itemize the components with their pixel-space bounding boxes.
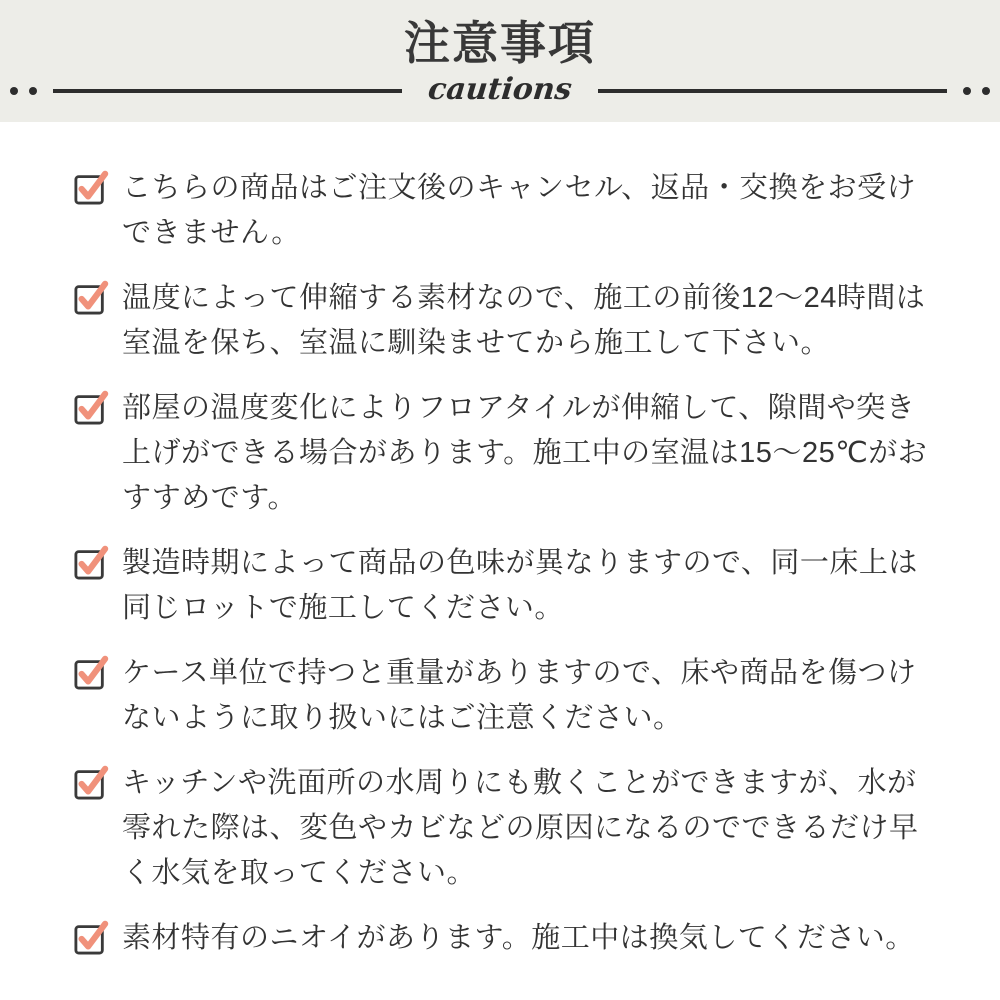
checked-checkbox-icon bbox=[74, 918, 108, 956]
caution-item bbox=[74, 761, 936, 896]
checked-checkbox-icon bbox=[74, 388, 108, 426]
caution-item bbox=[74, 541, 936, 631]
checked-checkbox-icon bbox=[74, 763, 108, 801]
caution-item bbox=[74, 651, 936, 741]
page-title: 注意事項 bbox=[404, 17, 596, 69]
header-subtitle: cautions bbox=[426, 71, 574, 107]
divider-line bbox=[598, 89, 947, 93]
divider-line bbox=[53, 89, 402, 93]
checked-checkbox-icon bbox=[74, 278, 108, 316]
checked-checkbox-icon bbox=[74, 543, 108, 581]
caution-text: 素材特有のニオイがあります。施工中は換気してください。 bbox=[122, 922, 915, 954]
divider-dot bbox=[10, 87, 18, 95]
divider-dot bbox=[29, 87, 37, 95]
divider-dot bbox=[982, 87, 990, 95]
cautions-list bbox=[0, 122, 1000, 961]
caution-item bbox=[74, 276, 936, 366]
caution-item bbox=[74, 166, 936, 256]
header-divider bbox=[0, 73, 1000, 109]
divider-dot bbox=[963, 87, 971, 95]
checked-checkbox-icon bbox=[74, 168, 108, 206]
caution-text: 温度によって伸縮する素材なので、施工の前後12〜24時間は室温を保ち、室温に馴染ませてから施工して下さい。 bbox=[122, 282, 926, 359]
caution-text: キッチンや洗面所の水周りにも敷くことができますが、水が零れた際は、変色やカビなどの原因になるのでできるだけ早く水気を取ってください。 bbox=[122, 767, 919, 889]
header bbox=[0, 0, 1000, 122]
caution-item bbox=[74, 386, 936, 521]
caution-item bbox=[74, 916, 936, 961]
caution-text: 製造時期によって商品の色味が異なりますので、同一床上は同じロットで施工してください。 bbox=[122, 547, 918, 624]
caution-text: ケース単位で持つと重量がありますので、床や商品を傷つけないように取り扱いにはご注意ください。 bbox=[122, 657, 917, 734]
caution-text: 部屋の温度変化によりフロアタイルが伸縮して、隙間や突き上げができる場合があります。施工中の室温は15〜25℃がおすすめです。 bbox=[122, 392, 928, 514]
caution-text: こちらの商品はご注文後のキャンセル、返品・交換をお受けできません。 bbox=[122, 172, 917, 249]
checked-checkbox-icon bbox=[74, 653, 108, 691]
